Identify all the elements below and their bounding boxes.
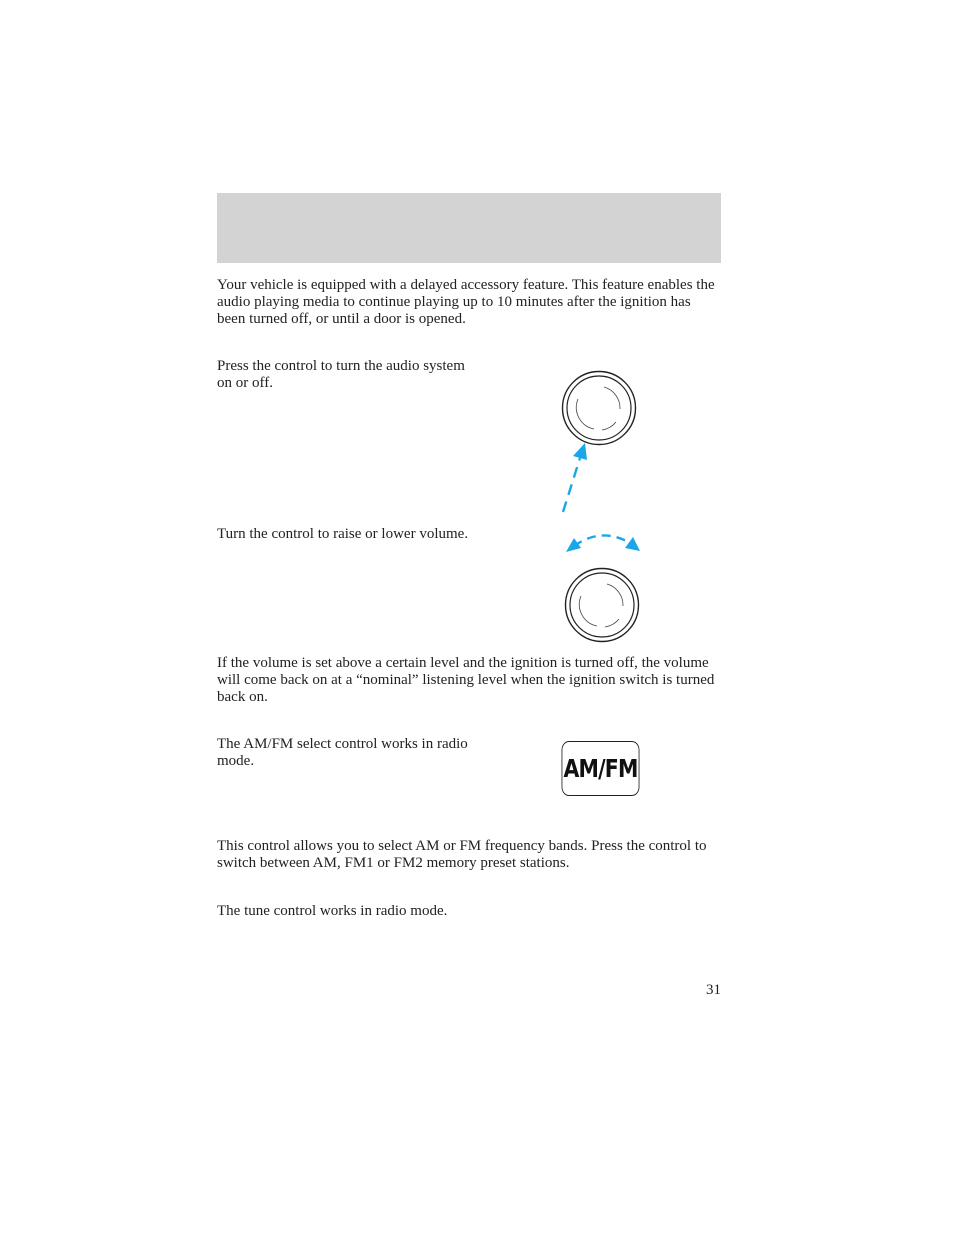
amfm-mode-text: The AM/FM select control works in radio mode. — [217, 736, 468, 769]
amfm-button[interactable] — [562, 741, 640, 796]
amfm-button-label: AM/FM — [563, 754, 638, 783]
section-header-band — [217, 193, 721, 263]
tune-mode-text: The tune control works in radio mode. — [217, 903, 448, 919]
press-arrow-icon — [552, 440, 592, 516]
amfm-bands-text: This control allows you to select AM or FM frequency bands. Press the control to switch between AM, FM1 or FM2 memory preset stations. — [217, 838, 707, 871]
page-number: 31 — [706, 982, 721, 998]
rotate-arrow-icon — [562, 526, 644, 556]
nominal-volume-text: If the volume is set above a certain level and the ignition is turned off, the volume will come back on at a “nominal” listening level when the ignition switch is turned back on. — [217, 655, 715, 705]
power-knob-icon[interactable] — [560, 369, 638, 447]
power-control-text: Press the control to turn the audio system on or off. — [217, 358, 465, 391]
delayed-accessory-text: Your vehicle is equipped with a delayed accessory feature. This feature enables the audio playing media to continue playing up to 10 minutes after the ignition has been turned off, or until a door is opened. — [217, 277, 715, 327]
volume-knob-icon[interactable] — [563, 566, 641, 644]
volume-control-text: Turn the control to raise or lower volume. — [217, 526, 469, 542]
